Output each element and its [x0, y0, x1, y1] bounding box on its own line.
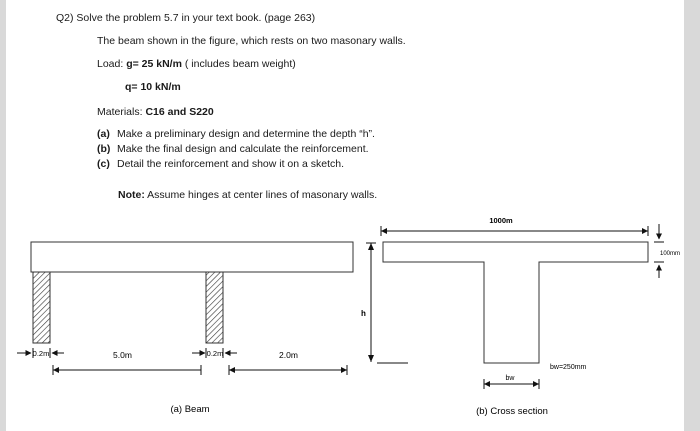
materials-value: C16 and S220 [145, 106, 214, 118]
dim-span-label: 5.0m [113, 350, 132, 360]
dim-cantilever-label: 2.0m [279, 350, 298, 360]
dim-web-label: bw [505, 375, 515, 382]
task-a-marker: (a) [97, 128, 110, 140]
note-label: Note: [118, 189, 145, 201]
beam-figure [17, 242, 353, 415]
dim-cantilever [229, 365, 347, 375]
dim-flange-thickness-label: 100mm [659, 251, 681, 257]
load-g-note: ( includes beam weight) [181, 58, 296, 70]
load-g-value: g= 25 kN/m [126, 58, 182, 70]
load-label: Load: [97, 58, 127, 70]
load-q-value: q= 10 kN/m [125, 81, 181, 93]
dim-wall1-label: 0.2m [32, 349, 50, 358]
dim-wall2-label: 0.2m [206, 349, 224, 358]
beam-caption: (a) Beam [170, 404, 210, 415]
dim-depth-label: h [361, 309, 366, 318]
task-b-text: Make the final design and calculate the reinforcement. [117, 143, 369, 155]
masonry-wall-right [206, 272, 223, 343]
dim-web-value: bw=250mm [550, 364, 587, 371]
task-c-marker: (c) [97, 158, 110, 170]
task-a-text: Make a preliminary design and determine the depth “h”. [117, 128, 375, 140]
problem-intro: The beam shown in the figure, which rests on two masonary walls. [97, 35, 406, 47]
question-title: Q2) Solve the problem 5.7 in your text book. (page 263) [56, 12, 316, 24]
task-b-marker: (b) [97, 143, 111, 155]
materials-label: Materials: [97, 106, 146, 118]
dim-flange-width [381, 226, 648, 236]
dim-flange-width-label: 1000m [489, 216, 513, 225]
section-figure [361, 216, 680, 417]
note-text: Assume hinges at center lines of masonary walls. [144, 189, 378, 201]
task-c-text: Detail the reinforcement and show it on a sketch. [117, 158, 345, 170]
section-caption: (b) Cross section [476, 406, 548, 417]
t-section-outline [383, 242, 648, 363]
masonry-wall-left [33, 272, 50, 343]
dim-span [53, 365, 201, 375]
beam-body [31, 242, 353, 272]
